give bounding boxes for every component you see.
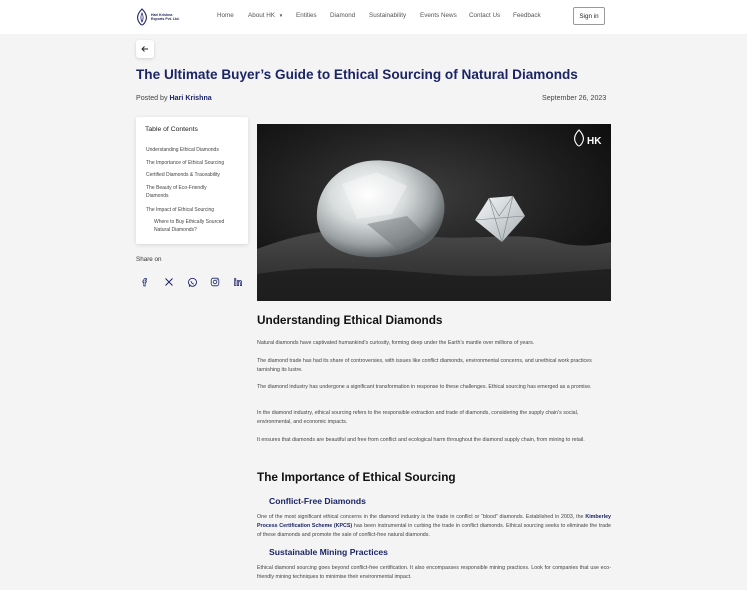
sign-in-button[interactable]: Sign in — [573, 7, 605, 25]
toc-item-importance[interactable]: The Importance of Ethical Sourcing — [146, 160, 225, 166]
chevron-down-icon: ▼ — [278, 13, 284, 18]
posted-by — [136, 94, 212, 102]
logo-line2: Exports Pvt. Ltd. — [151, 17, 180, 21]
rough-diamond-photo — [257, 124, 611, 301]
whatsapp-icon[interactable] — [186, 276, 198, 288]
nav-about-label: About HK — [248, 12, 275, 19]
site-header — [0, 0, 747, 34]
linkedin-icon[interactable] — [232, 276, 244, 288]
heading-conflict-free: Conflict-Free Diamonds — [269, 496, 366, 506]
facebook-icon[interactable] — [139, 276, 151, 288]
nav-home[interactable]: Home — [217, 12, 234, 19]
heading-importance: The Importance of Ethical Sourcing — [257, 470, 456, 484]
conflict-free-text-b: has been instrumental in curbing the trade in conflict diamonds. Ethical sourcing seeks to eliminate the trade of these diamonds and promote the sale of conflict-free natural diamonds. — [257, 523, 611, 539]
share-label: Share on — [136, 256, 162, 263]
conflict-free-text-a: One of the most significant ethical concerns in the diamond industry is the trade in conflict or “blood” diamonds. Established in 2003, the — [257, 514, 586, 520]
toc-title: Table of Contents — [145, 126, 198, 133]
toc-item-understanding[interactable]: Understanding Ethical Diamonds — [146, 147, 219, 153]
company-logo[interactable] — [136, 6, 184, 28]
nav-contact-us[interactable]: Contact Us — [469, 12, 501, 19]
heading-sustainable-mining: Sustainable Mining Practices — [269, 547, 388, 557]
publish-date: September 26, 2023 — [542, 94, 607, 102]
paragraph-sustainable-mining: Ethical diamond sourcing goes beyond conflict-free certification. It also encompasses responsible mining practices. Look for companies that use eco-friendly mining techniques to minimise their environmental impact. — [257, 565, 611, 581]
kpcs-link[interactable]: Kimberley Process Certification Scheme (KPCS) — [257, 514, 611, 530]
nav-events-news[interactable]: Events News — [420, 12, 457, 19]
paragraph-3: The diamond industry has undergone a significant transformation in response to these challenges. Ethical sourcing has emerged as a promise. — [257, 384, 592, 390]
paragraph-conflict-free — [257, 513, 611, 541]
author-name[interactable]: Hari Krishna — [169, 94, 212, 102]
x-icon[interactable] — [163, 276, 175, 288]
table-of-contents — [136, 117, 248, 244]
toc-item-eco-friendly[interactable]: The Beauty of Eco-Friendly Diamonds — [146, 185, 207, 200]
toc-item-certified[interactable]: Certified Diamonds & Traceability — [146, 172, 220, 178]
instagram-icon[interactable] — [209, 276, 221, 288]
logo-text — [151, 13, 180, 21]
toc-item-where-to-buy[interactable]: Where to Buy Ethically Sourced Natural Diamonds? — [154, 219, 225, 234]
heading-understanding: Understanding Ethical Diamonds — [257, 313, 443, 327]
paragraph-5: It ensures that diamonds are beautiful and free from conflict and ecological harm throughout the diamond supply chain, from mining to retail. — [257, 437, 585, 443]
paragraph-2: The diamond trade has had its share of controversies, with issues like conflict diamonds, environmental concerns, and unethical work practices tarnishing its lustre. — [257, 358, 592, 374]
posted-by-prefix: Posted by — [136, 94, 168, 102]
logo-line1: Hari Krishna — [151, 12, 173, 17]
paragraph-4: In the diamond industry, ethical sourcing refers to the responsible extraction and trade of diamonds, considering the supply chain's social, environmental, and economic impacts. — [257, 410, 579, 426]
hero-image — [257, 124, 611, 301]
article-title: The Ultimate Buyer’s Guide to Ethical Sourcing of Natural Diamonds — [136, 67, 578, 82]
logo-leaf-icon — [136, 8, 148, 26]
toc-item-impact[interactable]: The Impact of Ethical Sourcing — [146, 207, 215, 213]
paragraph-1: Natural diamonds have captivated humankind's curiosity, forming deep under the Earth's mantle over millions of years. — [257, 340, 535, 346]
nav-diamond[interactable]: Diamond — [330, 12, 356, 19]
hk-badge-text: HK — [587, 136, 602, 147]
nav-entities[interactable]: Entities — [296, 12, 317, 19]
back-button[interactable] — [136, 40, 154, 58]
arrow-left-icon — [141, 45, 149, 53]
nav-about[interactable] — [248, 12, 283, 19]
nav-feedback[interactable]: Feedback — [513, 12, 541, 19]
nav-sustainability[interactable]: Sustainability — [369, 12, 407, 19]
